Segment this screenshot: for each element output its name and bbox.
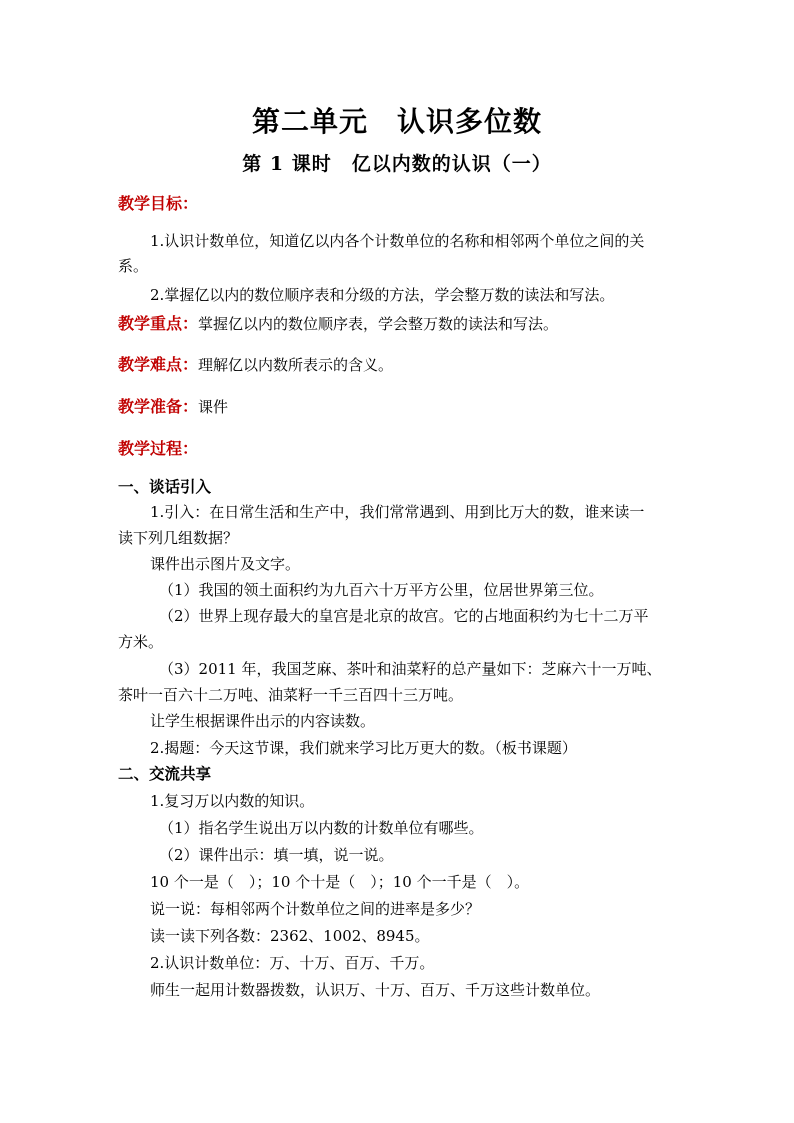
s1-line-5-cont: 茶叶一百六十二万吨、油菜籽一千三百四十三万吨。 bbox=[118, 686, 464, 704]
prep-label: 教学准备： bbox=[118, 397, 199, 416]
s1-line-6: 让学生根据课件出示的内容读数。 bbox=[150, 712, 376, 730]
prep-text: 课件 bbox=[198, 398, 229, 416]
key-points bbox=[118, 314, 688, 334]
s2-line-6: 读一读下列各数：2362、1002、8945。 bbox=[150, 927, 430, 945]
diff-label: 教学难点： bbox=[118, 355, 199, 374]
page-title: 第二单元 认识多位数 bbox=[251, 105, 542, 138]
diff-text: 理解亿以内数所表示的含义。 bbox=[198, 356, 394, 374]
section-1-heading: 一、谈话引入 bbox=[118, 477, 212, 496]
difficult-points bbox=[118, 355, 688, 375]
s2-line-3: （2）课件出示：填一填，说一说。 bbox=[159, 846, 394, 864]
s2-line-8: 师生一起用计数器拨数，认识万、十万、百万、千万这些计数单位。 bbox=[150, 981, 601, 999]
s1-line-4-cont: 方米。 bbox=[118, 633, 164, 651]
s2-line-4: 10 个一是（ ）；10 个十是（ ）；10 个一千是（ ）。 bbox=[150, 873, 530, 891]
goal-item-1-cont: 系。 bbox=[118, 257, 149, 275]
goal-item-2: 2.掌握亿以内的数位顺序表和分级的方法，学会整万数的读法和写法。 bbox=[150, 286, 615, 304]
s2-line-1: 1.复习万以内数的知识。 bbox=[150, 792, 315, 810]
section-2-heading: 二、交流共享 bbox=[118, 764, 212, 783]
key-text: 掌握亿以内的数位顺序表，学会整万数的读法和写法。 bbox=[198, 315, 559, 333]
s1-line-4: （2）世界上现存最大的皇宫是北京的故宫。它的占地面积约为七十二万平 bbox=[159, 607, 649, 625]
s1-line-3: （1）我国的领土面积约为九百六十万平方公里，位居世界第三位。 bbox=[159, 581, 604, 599]
s2-line-7: 2.认识计数单位：万、十万、百万、千万。 bbox=[150, 954, 435, 972]
s2-line-5: 说一说：每相邻两个计数单位之间的进率是多少？ bbox=[150, 900, 481, 918]
goal-item-1: 1.认识计数单位，知道亿以内各个计数单位的名称和相邻两个单位之间的关 bbox=[150, 232, 645, 250]
preparation bbox=[118, 397, 688, 417]
s2-line-2: （1）指名学生说出万以内数的计数单位有哪些。 bbox=[159, 819, 484, 837]
s1-line-2: 课件出示图片及文字。 bbox=[150, 555, 301, 573]
process-label: 教学过程： bbox=[118, 439, 199, 458]
s1-line-7: 2.揭题：今天这节课，我们就来学习比万更大的数。（板书课题） bbox=[150, 739, 577, 757]
s1-line-5: （3）2011 年，我国芝麻、茶叶和油菜籽的总产量如下：芝麻六十一万吨、 bbox=[159, 660, 662, 678]
key-label: 教学重点： bbox=[118, 314, 199, 333]
s1-line-1: 1.引入：在日常生活和生产中，我们常常遇到、用到比万大的数，谁来读一 bbox=[150, 503, 645, 521]
s1-line-1-cont: 读下列几组数据？ bbox=[118, 529, 239, 547]
goal-label: 教学目标： bbox=[118, 194, 199, 213]
lesson-subtitle: 第 1 课时 亿以内数的认识（一） bbox=[242, 153, 552, 175]
